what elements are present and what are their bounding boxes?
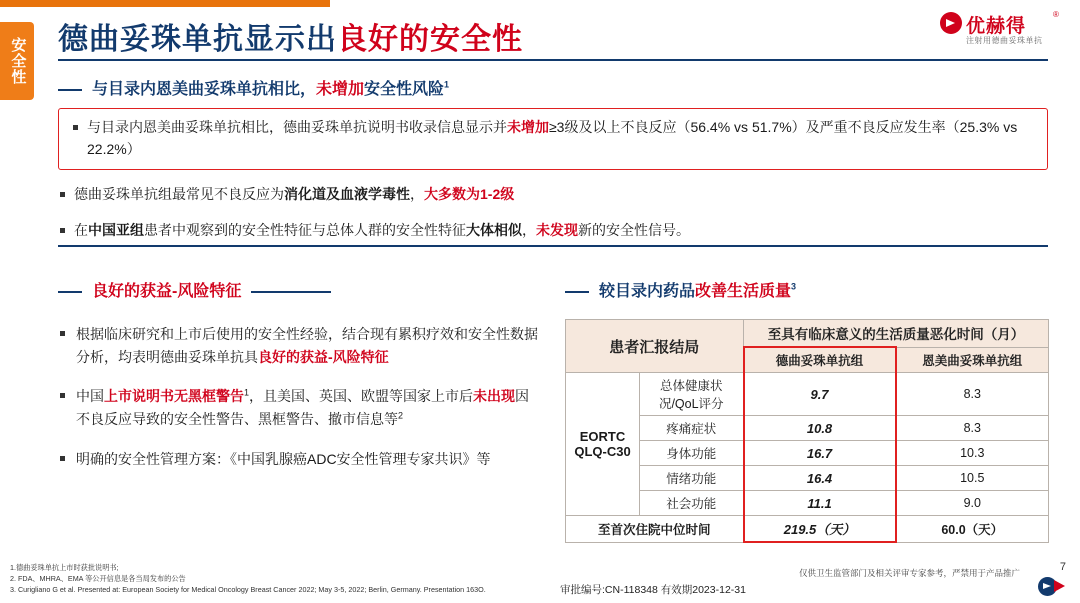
bullet2-highlight: 大多数为1-2级 bbox=[424, 186, 515, 203]
table-cell-value-1: 16.4 bbox=[744, 466, 896, 491]
side-tab-safety: 安全性 bbox=[0, 22, 34, 100]
list-item bbox=[58, 323, 538, 368]
table-cell-value-1: 219.5（天） bbox=[744, 516, 896, 543]
table-cell-value-2: 8.3 bbox=[896, 416, 1049, 441]
footer-logo-icon bbox=[1038, 577, 1066, 597]
table-header-right: 至具有临床意义的生活质量恶化时间（月） bbox=[744, 320, 1049, 348]
l2-highlight1: 上市说明书无黑框警告 bbox=[104, 388, 244, 405]
table-row-label: 总体健康状况/QoL评分 bbox=[640, 373, 744, 416]
table-row-label: 情绪功能 bbox=[640, 466, 744, 491]
table-cell-value-2: 60.0（天） bbox=[896, 516, 1049, 543]
table-row-label: 身体功能 bbox=[640, 441, 744, 466]
left-column-body bbox=[58, 323, 538, 470]
boxed-bullet-p1: 与目录内恩美曲妥珠单抗相比，德曲妥珠单抗说明书收录信息显示并 bbox=[87, 119, 507, 135]
brand-logo bbox=[940, 10, 1060, 52]
right-heading-dash bbox=[565, 291, 589, 293]
table-cell-value-2: 10.5 bbox=[896, 466, 1049, 491]
bullet-adverse-reactions bbox=[58, 184, 1048, 206]
brand-name: 优赫得 bbox=[966, 16, 1027, 37]
table-row-label: 疼痛症状 bbox=[640, 416, 744, 441]
right-heading-highlight: 改善生活质量 bbox=[695, 283, 792, 300]
table-cell-value-1: 11.1 bbox=[744, 491, 896, 516]
left-heading-dash-right bbox=[251, 291, 331, 293]
boxed-bullet-p2: ≥3级及以上不良反应（56.4% vs 51.7%）及严重不良反应发生率（25.3% vs 22.2%） bbox=[87, 119, 1018, 157]
bullet-china-subgroup bbox=[58, 220, 1048, 242]
table-cell-value-1: 9.7 bbox=[744, 373, 896, 416]
bullet3-highlight: 未发现 bbox=[536, 222, 578, 239]
table-col-header-1: 德曲妥珠单抗组 bbox=[744, 347, 896, 373]
table-row-last bbox=[566, 516, 1049, 543]
bullet3-p3: ， bbox=[522, 222, 536, 239]
l2-p2: ，且美国、英国、欧盟等国家上市后 bbox=[249, 388, 474, 405]
table-group-label: EORTC QLQ-C30 bbox=[566, 373, 640, 516]
table-cell-value-2: 9.0 bbox=[896, 491, 1049, 516]
brand-subtitle: 注射用德曲妥珠单抗 bbox=[966, 36, 1043, 45]
footnotes bbox=[10, 562, 486, 595]
top-heading-tail: 安全性风险 bbox=[364, 81, 445, 98]
right-column bbox=[565, 278, 1048, 543]
l2-p1: 中国 bbox=[76, 388, 104, 405]
top-heading-highlight: 未增加 bbox=[316, 81, 365, 98]
table-cell-value-2: 8.3 bbox=[896, 373, 1049, 416]
boxed-bullet-highlight: 未增加 bbox=[507, 119, 549, 135]
top-accent-bar-orange bbox=[0, 0, 330, 7]
brand-registered-mark: ® bbox=[1053, 10, 1059, 19]
l3-p1: 明确的安全性管理方案：《中国乳腺癌ADC安全性管理专家共识》等 bbox=[76, 450, 491, 467]
table-row bbox=[566, 373, 1049, 416]
disclaimer-text: 仅供卫生监管部门及相关评审专家参考，严禁用于产品推广 bbox=[798, 568, 1020, 578]
approval-code: 审批编号:CN-118348 有效期2023-12-31 bbox=[560, 584, 746, 596]
left-column-heading bbox=[58, 278, 538, 301]
bullet3-p4: 新的安全性信号。 bbox=[578, 222, 690, 239]
top-accent-bar-white bbox=[330, 0, 1080, 7]
right-heading-plain: 较目录内药品 bbox=[599, 283, 696, 300]
table-cell-value-1: 16.7 bbox=[744, 441, 896, 466]
table-row-label: 至首次住院中位时间 bbox=[566, 516, 744, 543]
l2-sup2: 2 bbox=[398, 410, 404, 421]
right-heading-sup: 3 bbox=[791, 281, 797, 292]
table-col-header-2: 恩美曲妥珠单抗组 bbox=[896, 347, 1049, 373]
footnote-1: 1.德曲妥珠单抗上市时获批说明书; bbox=[10, 562, 119, 572]
top-heading-sup: 1 bbox=[444, 79, 450, 90]
top-section-heading bbox=[58, 76, 1048, 99]
left-heading-dash bbox=[58, 291, 82, 293]
footnote-2: 2. FDA、MHRA、EMA 等公开信息是各当局发布的公告 bbox=[10, 573, 186, 583]
heading-dash bbox=[58, 89, 82, 91]
left-column bbox=[58, 278, 538, 487]
section-divider bbox=[58, 245, 1048, 247]
bullet2-p1: 德曲妥珠单抗组最常见不良反应为 bbox=[74, 186, 284, 203]
highlighted-bullet-box bbox=[58, 108, 1048, 170]
right-column-heading bbox=[565, 278, 1048, 301]
page-title-plain: 德曲妥珠单抗显示出 bbox=[58, 23, 337, 56]
list-item bbox=[58, 385, 538, 430]
l2-sup1: 1 bbox=[244, 387, 250, 398]
left-heading-text: 良好的获益-风险特征 bbox=[92, 283, 242, 300]
list-item bbox=[58, 448, 538, 471]
table-header-left: 患者汇报结局 bbox=[566, 320, 744, 373]
bullet2-bold: 消化道及血液学毒性 bbox=[284, 186, 410, 203]
page-title-highlight: 良好的安全性 bbox=[337, 23, 523, 56]
top-section bbox=[58, 76, 1048, 242]
qol-table bbox=[565, 319, 1049, 543]
bullet3-bold2: 大体相似 bbox=[466, 222, 522, 239]
title-divider bbox=[58, 59, 1048, 61]
l1-highlight: 良好的获益-风险特征 bbox=[258, 348, 389, 365]
brand-mark-icon bbox=[940, 12, 962, 34]
bullet3-bold1: 中国亚组 bbox=[88, 222, 144, 239]
table-cell-value-1: 10.8 bbox=[744, 416, 896, 441]
l2-p3: 因不良反应导致的安全性警告、黑框警告、撤市信息等 bbox=[76, 388, 530, 428]
boxed-bullet bbox=[71, 117, 1035, 160]
footnote-3: 3. Curigliano G et al. Presented at: European Society for Medical Oncology Breast Cancer 2022; May 3-5, 2022; Berlin, Germany. Presentation 163O. bbox=[10, 584, 486, 594]
table-header-row bbox=[566, 320, 1049, 348]
page-number: 7 bbox=[1059, 561, 1066, 573]
bullet2-p2: ， bbox=[410, 186, 424, 203]
table-row-label: 社会功能 bbox=[640, 491, 744, 516]
l2-highlight2: 未出现 bbox=[473, 388, 516, 405]
table-cell-value-2: 10.3 bbox=[896, 441, 1049, 466]
page-title bbox=[58, 14, 523, 58]
l1-p1: 根据临床研究和上市后使用的安全性经验，结合现有累积疗效和安全性数据分析，均表明德曲妥珠单抗具 bbox=[76, 326, 538, 365]
top-heading-plain: 与目录内恩美曲妥珠单抗相比， bbox=[92, 81, 317, 98]
bullet3-p2: 患者中观察到的安全性特征与总体人群的安全性特征 bbox=[144, 222, 466, 239]
bullet3-p1: 在 bbox=[74, 222, 88, 239]
